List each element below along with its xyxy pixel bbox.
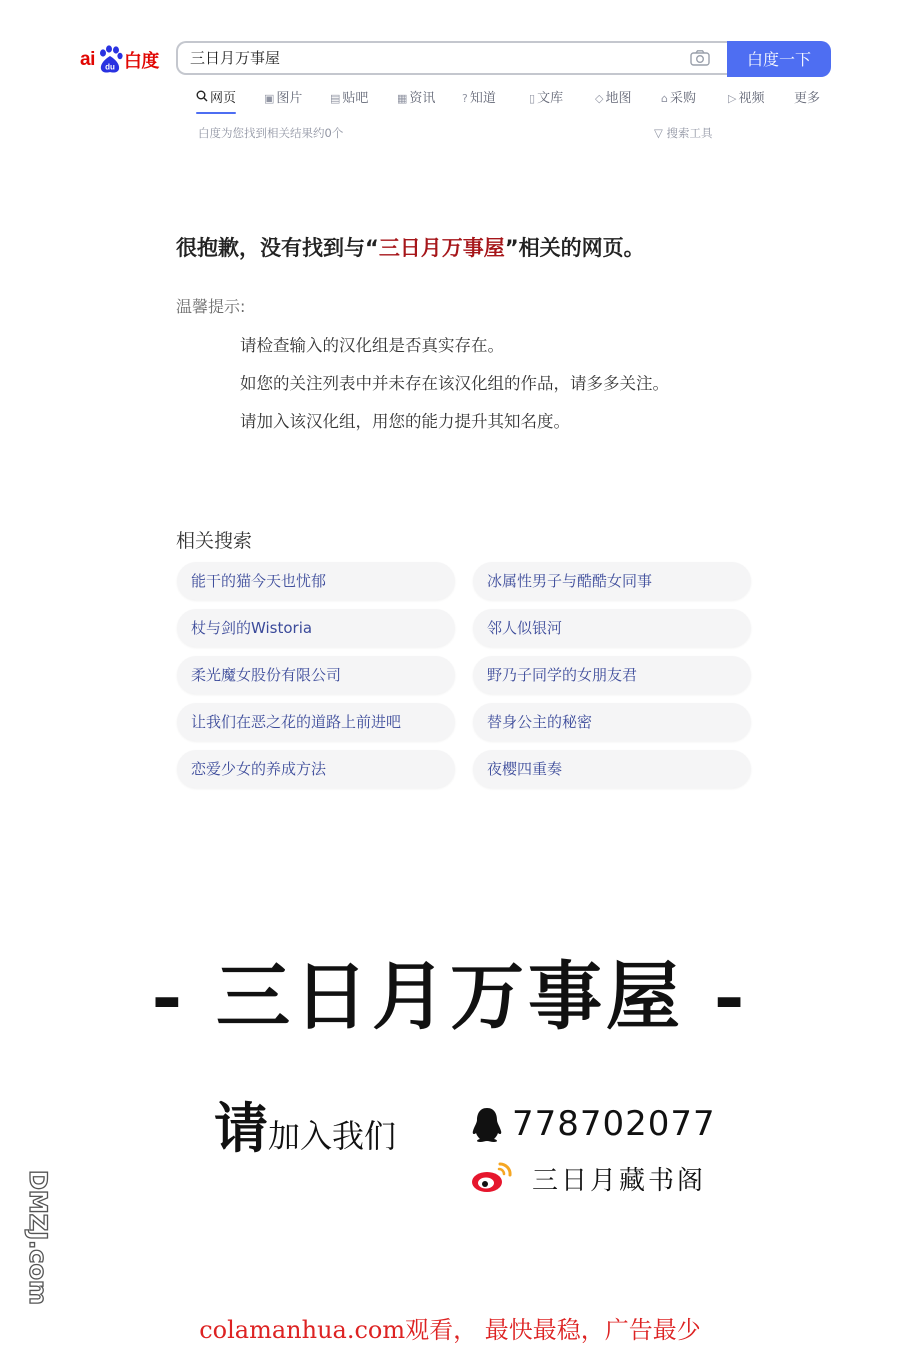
related-link[interactable]: 替身公主的秘密: [473, 703, 751, 741]
tips-title: 温馨提示:: [176, 297, 246, 316]
tab-label: 资讯: [409, 91, 436, 106]
no-result-prefix: 很抱歉，没有找到与“: [176, 236, 379, 260]
svg-text:DMZJ.com: DMZJ.com: [24, 1170, 52, 1305]
related-link[interactable]: 邻人似银河: [473, 609, 751, 647]
related-link[interactable]: 让我们在恶之花的道路上前进吧: [177, 703, 455, 741]
question-icon: ?: [462, 92, 468, 105]
join-big-char: 请: [214, 1097, 268, 1160]
tab-news[interactable]: [397, 88, 435, 110]
no-result-keyword: 三日月万事屋: [378, 236, 505, 260]
result-count: 白度为您找到相关结果约0个: [198, 126, 344, 140]
document-icon: ▯: [529, 92, 536, 105]
search-icon: [196, 88, 208, 110]
tab-shop[interactable]: [661, 88, 696, 110]
logo-suffix: 白度: [123, 51, 159, 72]
search-box[interactable]: [176, 41, 728, 75]
related-link[interactable]: 柔光魔女股份有限公司: [177, 656, 455, 694]
no-result-suffix: ”相关的网页。: [504, 236, 645, 260]
search-tools-label: 搜索工具: [666, 126, 713, 140]
logo-prefix: ai: [80, 49, 95, 70]
related-link[interactable]: 杖与剑的Wistoria: [177, 609, 455, 647]
weibo-name: 三日月藏书阁: [532, 1166, 707, 1196]
tab-wenku[interactable]: [529, 88, 563, 110]
baidu-logo[interactable]: [80, 44, 159, 76]
qq-number: 778702077: [512, 1104, 716, 1144]
tab-label: 采购: [669, 91, 696, 106]
paw-icon: [97, 45, 123, 75]
tab-label: 图片: [276, 91, 303, 106]
related-title: 相关搜索: [176, 530, 253, 552]
tab-label: 文库: [537, 91, 564, 106]
tab-more[interactable]: [794, 88, 820, 110]
tip-item: 请加入该汉化组，用您的能力提升其知名度。: [240, 412, 570, 431]
search-button[interactable]: 白度一下: [727, 41, 831, 77]
footer-notice: colamanhua.com观看， 最快最稳，广告最少: [199, 1316, 701, 1344]
image-icon: ▣: [264, 92, 275, 105]
search-input[interactable]: 三日月万事屋: [190, 49, 281, 67]
tab-web[interactable]: [196, 88, 236, 110]
tab-label: 知道: [469, 91, 496, 106]
tip-item: 请检查输入的汉化组是否真实存在。: [240, 336, 504, 355]
related-link[interactable]: 恋爱少女的养成方法: [177, 750, 455, 788]
qq-icon: [470, 1106, 504, 1144]
related-link[interactable]: 能干的猫今天也忧郁: [177, 562, 455, 600]
tab-zhidao[interactable]: [462, 88, 496, 110]
tab-label: 更多: [794, 91, 821, 106]
weibo-icon: [470, 1158, 514, 1196]
tab-video[interactable]: [728, 88, 764, 110]
dmzj-watermark: [2, 1168, 52, 1305]
group-banner: - 三日月万事屋 -: [151, 954, 749, 1040]
camera-icon[interactable]: [690, 49, 710, 67]
tab-map[interactable]: [595, 88, 631, 110]
tab-label: 贴吧: [342, 91, 369, 106]
shop-icon: ⌂: [661, 92, 668, 105]
tip-item: 如您的关注列表中并未存在该汉化组的作品，请多多关注。: [240, 374, 669, 393]
join-rest: 加入我们: [268, 1117, 397, 1155]
map-icon: ◇: [595, 92, 604, 105]
news-icon: ▦: [397, 92, 408, 105]
filter-icon: ▽: [654, 126, 663, 140]
tab-label: 视频: [738, 91, 765, 106]
tab-label: 地图: [605, 91, 632, 106]
svg-text:du: du: [104, 62, 115, 72]
tieba-icon: ▤: [330, 92, 341, 105]
no-result-message: [176, 232, 645, 262]
tab-label: 网页: [210, 91, 237, 106]
tab-images[interactable]: [264, 88, 302, 110]
related-link[interactable]: 夜樱四重奏: [473, 750, 751, 788]
join-us: [214, 1086, 396, 1163]
tab-tieba[interactable]: [330, 88, 368, 110]
video-icon: ▷: [728, 92, 737, 105]
related-link[interactable]: 野乃子同学的女朋友君: [473, 656, 751, 694]
search-tools-button[interactable]: [654, 125, 713, 141]
related-link[interactable]: 冰属性男子与酷酷女同事: [473, 562, 751, 600]
